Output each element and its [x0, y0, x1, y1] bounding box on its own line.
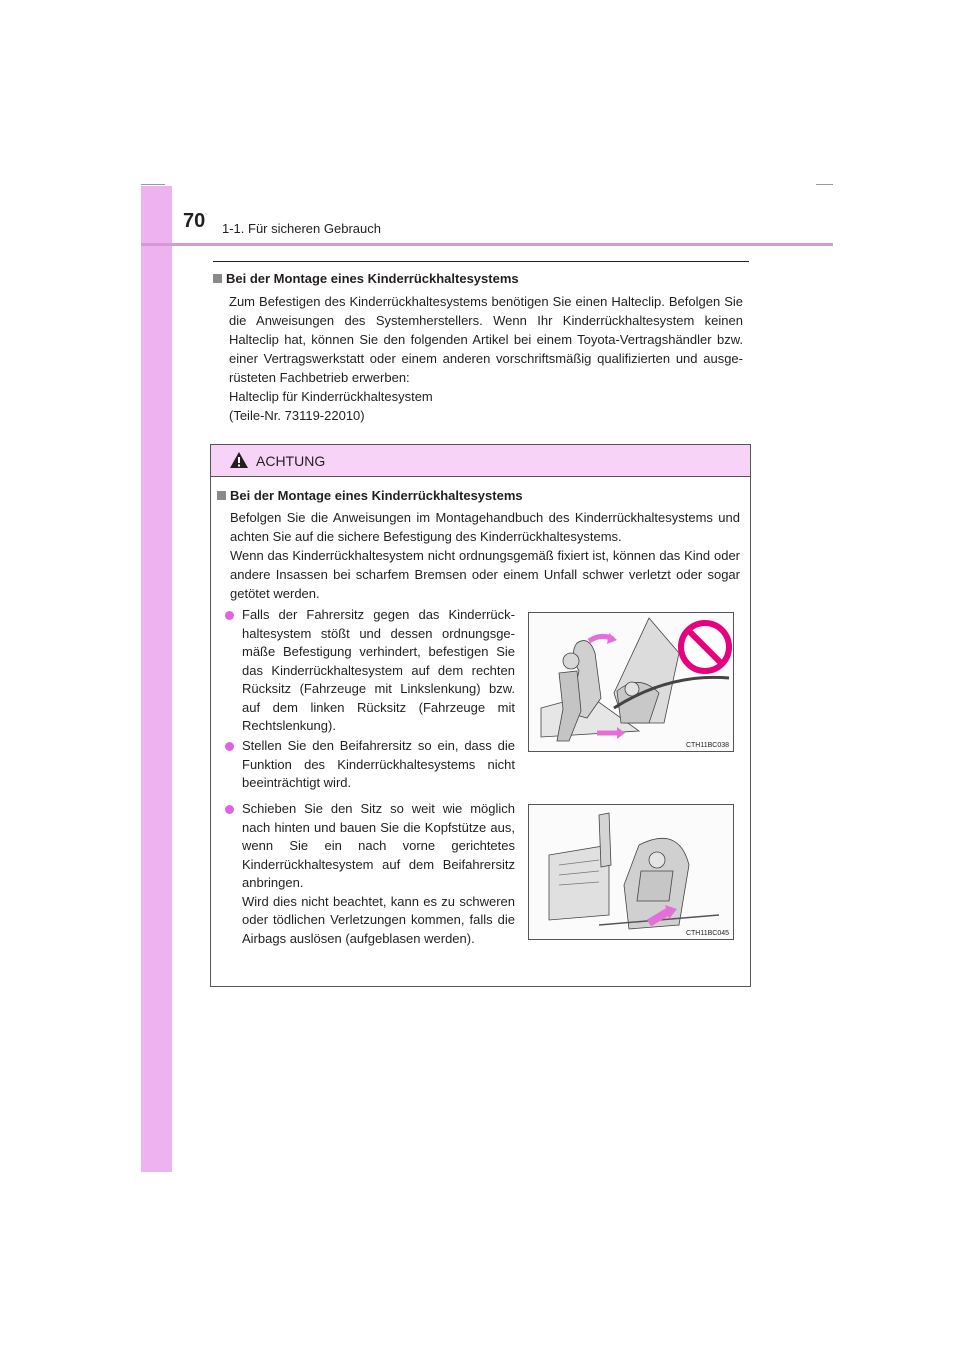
section-rule	[213, 261, 749, 262]
chapter-title: 1-1. Für sicheren Gebrauch	[222, 221, 381, 236]
square-bullet-icon	[213, 274, 222, 283]
figure-code: CTH11BC045	[685, 930, 729, 937]
section-heading-text: Bei der Montage eines Kinderrückhaltesystems	[226, 271, 519, 286]
warning-bullet-3	[242, 800, 515, 948]
section-heading	[213, 271, 519, 286]
part-number: (Teile-Nr. 73119-22010)	[229, 408, 365, 423]
warning-title: ACHTUNG	[256, 453, 326, 469]
page-number: 70	[183, 210, 206, 232]
warning-box	[210, 444, 751, 987]
warning-bullet-3-line-a: Schieben Sie den Sitz so weit wie möglich nach hinten und bauen Sie die Kopfstütze aus, wenn Sie ein nach vorne gerichtetes Kinderrückhaltesystem auf dem Beifahrersitz anbringen.	[242, 801, 515, 890]
warning-bullet-3-line-b: Wird dies nicht beachtet, kann es zu schweren oder tödlichen Verletzungen kommen, falls die Airbags auslösen (aufgeblasen werden).	[242, 893, 515, 946]
prohibition-icon	[681, 623, 729, 671]
warning-heading-text: Bei der Montage eines Kinderrückhaltesystems	[230, 488, 523, 503]
warning-paragraph-1: Befolgen Sie die Anweisungen im Montagehandbuch des Kinderrückhaltesystems und achten Sie auf die sichere Befestigung des Kinderrückhaltesystems.	[230, 510, 740, 544]
illustration-passenger-seat	[528, 804, 734, 940]
warning-paragraphs	[230, 508, 740, 603]
figure-code: CTH11BC038	[685, 742, 729, 749]
crop-mark-left	[141, 184, 165, 185]
warning-bullet-2: Stellen Sie den Beifahrersitz so ein, dass die Funktion des Kinderrückhaltesystems nicht beeinträchtigt wird.	[242, 738, 515, 790]
warning-heading	[217, 488, 523, 503]
crop-mark-right	[816, 184, 833, 185]
warning-header	[211, 445, 750, 477]
driver-seat-child-seat-illustration	[529, 613, 733, 751]
chapter-sidebar-tab	[141, 186, 172, 1172]
part-name: Halteclip für Kinderrückhaltesystem	[229, 389, 433, 404]
warning-paragraph-2: Wenn das Kinderrückhaltesystem nicht ordnungsgemäß fixiert ist, können das Kind oder andere Insassen bei scharfem Bremsen oder einem Unfall schwer verletzt oder sogar getötet werden.	[230, 548, 740, 601]
square-bullet-icon	[217, 491, 226, 500]
bullet-dot-icon	[225, 611, 234, 620]
bullet-dot-icon	[225, 805, 234, 814]
illustration-driver-seat	[528, 612, 734, 752]
warning-triangle-icon	[229, 451, 249, 469]
warning-bullet-1: Falls der Fahrersitz gegen das Kinderrückhaltesystem stößt und dessen ordnungsgemäße Befestigung verhindert, befestigen Sie das Kinderrückhaltesystem auf dem rechten Rücksitz (Fahrzeuge mit Linkslenkung) bzw. auf dem linken Rücksitz (Fahrzeuge mit Rechtslenkung).	[242, 607, 515, 733]
section-paragraph: Zum Befestigen des Kinderrückhaltesystems benötigen Sie einen Halteclip. Befolgen Sie die Anweisungen des Systemherstellers. Wenn Ihr Kinderrückhaltesystem keinen Halteclip hat, können Sie den folgenden Artikel bei einem Toyota-Vertragshändler bzw. einer Vertragswerkstatt oder einem anderen vorschriftsmäßig qualifizierten und ausgerüsteten Fachbetrieb erwerben:	[229, 294, 743, 385]
part-info	[229, 387, 743, 425]
header-rule	[141, 243, 833, 246]
passenger-seat-child-seat-illustration	[529, 805, 733, 939]
bullet-dot-icon	[225, 742, 234, 751]
